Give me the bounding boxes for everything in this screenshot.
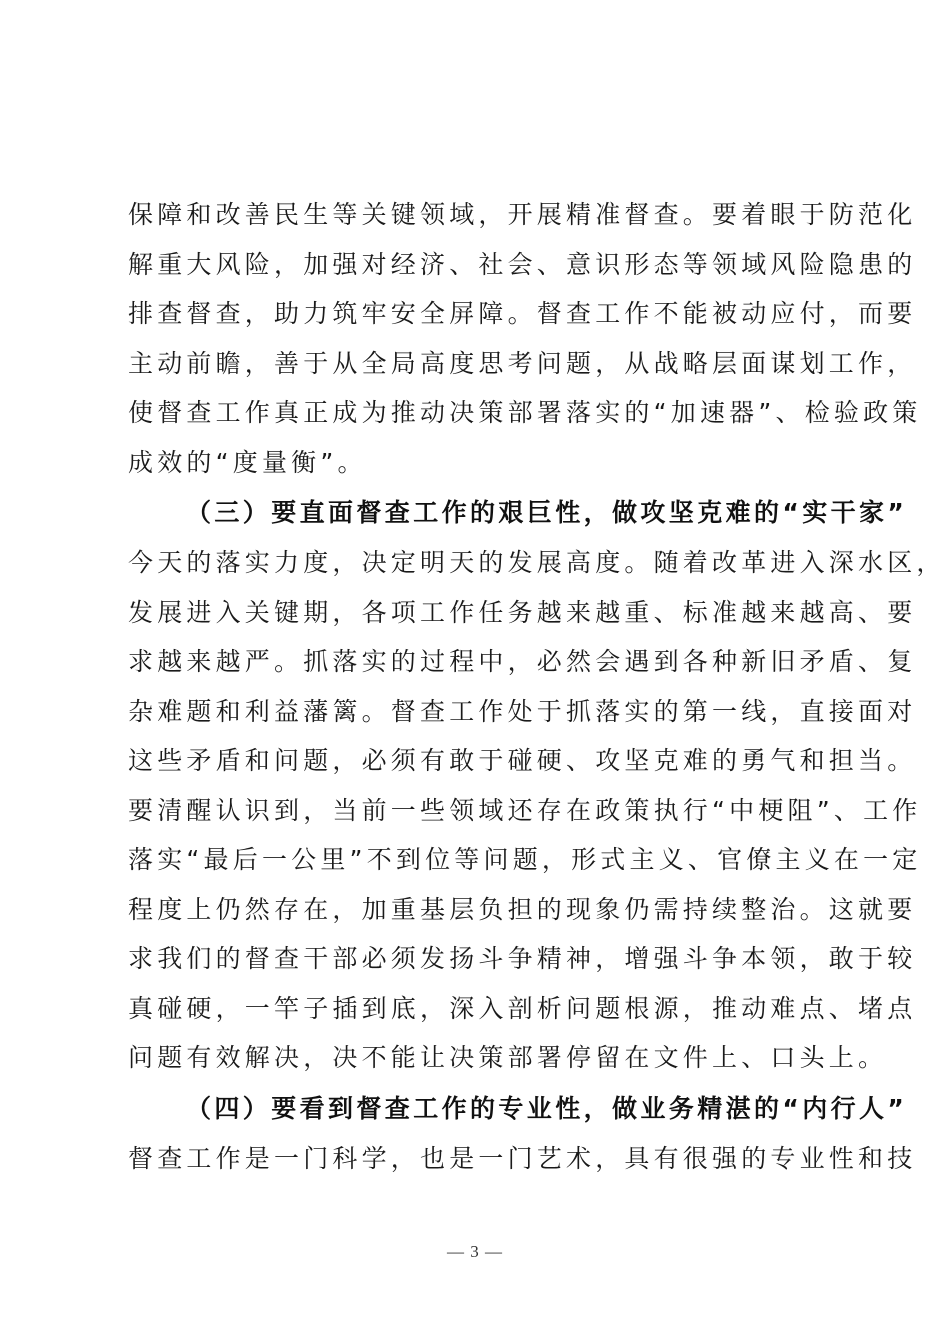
text-line: 求越来越严。抓落实的过程中，必然会遇到各种新旧矛盾、复 — [128, 647, 917, 676]
text-line: 发展进入关键期，各项工作任务越来越重、标准越来越高、要 — [128, 597, 917, 627]
page-number: — 3 — — [447, 1242, 503, 1261]
text-line: 保障和改善民生等关键领域，开展精准督查。要着眼于防范化 — [128, 200, 917, 229]
text-line: 杂难题和利益藩篱。督查工作处于抓落实的第一线，直接面对 — [128, 696, 917, 726]
text-line: 成效的“度量衡”。 — [128, 447, 367, 477]
text-line: 今天的落实力度，决定明天的发展高度。随着改革进入深水区， — [128, 548, 946, 577]
section-heading-4: （四）要看到督查工作的专业性，做业务精湛的“内行人” — [186, 1094, 908, 1123]
document-body — [128, 190, 946, 1184]
text-line: 落实“最后一公里”不到位等问题，形式主义、官僚主义在一定 — [128, 845, 922, 874]
text-line: 解重大风险，加强对经济、社会、意识形态等领域风险隐患的 — [128, 249, 917, 279]
text-line: 程度上仍然存在，加重基层负担的现象仍需持续整治。这就要 — [128, 894, 917, 924]
section-heading-3: （三）要直面督查工作的艰巨性，做攻坚克难的“实干家” — [186, 498, 908, 527]
text-line: 使督查工作真正成为推动决策部署落实的“加速器”、检验政策 — [128, 398, 922, 427]
text-line: 求我们的督查干部必须发扬斗争精神，增强斗争本领，敢于较 — [128, 944, 917, 973]
text-line: 问题有效解决，决不能让决策部署停留在文件上、口头上。 — [128, 1043, 888, 1072]
text-line: 督查工作是一门科学，也是一门艺术，具有很强的专业性和技 — [128, 1144, 917, 1173]
text-line: 排查督查，助力筑牢安全屏障。督查工作不能被动应付，而要 — [128, 299, 917, 328]
text-line: 这些矛盾和问题，必须有敢于碰硬、攻坚克难的勇气和担当。 — [128, 746, 917, 775]
text-line: 真碰硬，一竿子插到底，深入剖析问题根源，推动难点、堵点 — [128, 993, 917, 1023]
text-line: 要清醒认识到，当前一些领域还存在政策执行“中梗阻”、工作 — [128, 795, 922, 825]
text-line: 主动前瞻，善于从全局高度思考问题，从战略层面谋划工作， — [128, 348, 917, 378]
